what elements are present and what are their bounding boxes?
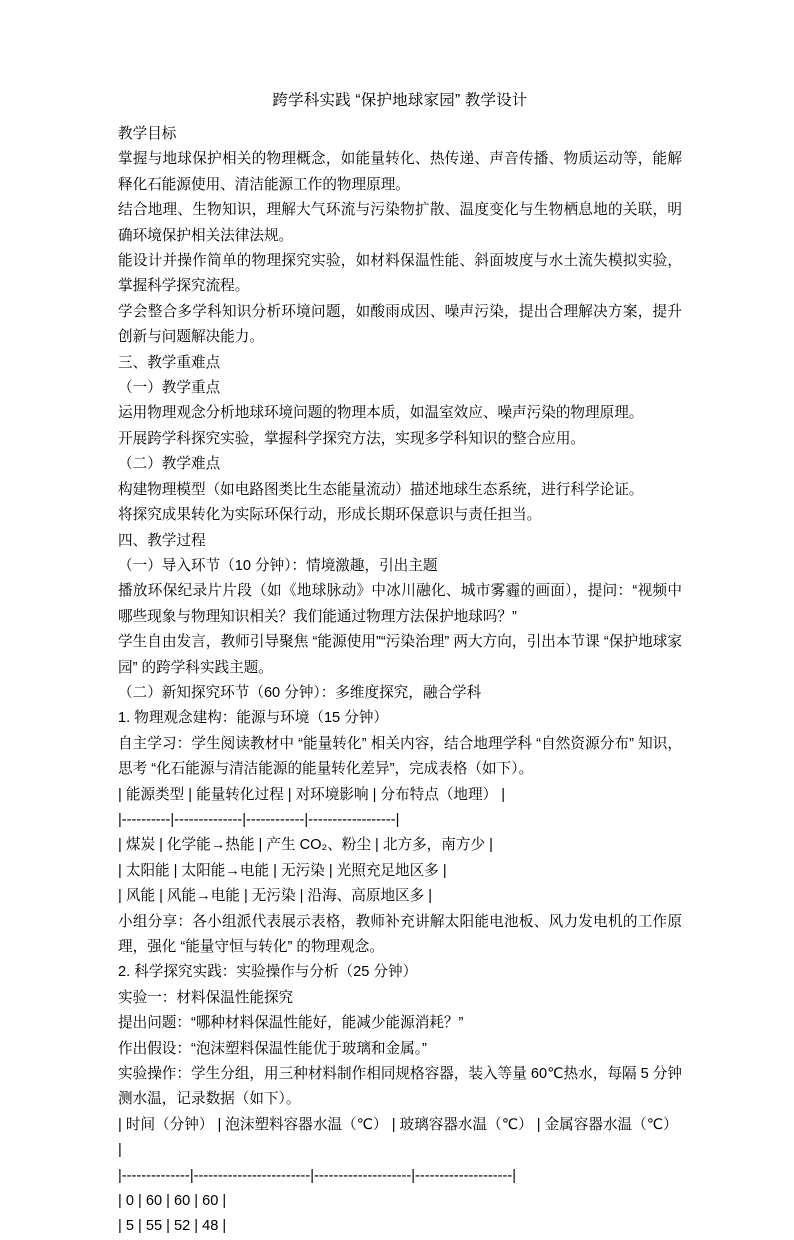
paragraph: 构建物理模型（如电路图类比生态能量流动）描述地球生态系统，进行科学论证。 (118, 481, 644, 498)
table-row: | 能源类型 | 能量转化过程 | 对环境影响 | 分布特点（地理） | (118, 786, 506, 803)
page-title: 跨学科实践 “保护地球家园” 教学设计 (272, 92, 528, 109)
subsection-heading: （一）教学重点 (118, 380, 221, 397)
table-row: | 时间（分钟） | 泡沫塑料容器水温（℃） | 玻璃容器水温（℃） | 金属容器水温（℃） | (118, 1116, 682, 1159)
paragraph: 运用物理观念分析地球环境问题的物理本质，如温室效应、噪声污染的物理原理。 (118, 405, 644, 422)
table-row: | 太阳能 | 太阳能→电能 | 无污染 | 光照充足地区多 | (118, 862, 447, 879)
paragraph: 能设计并操作简单的物理探究实验，如材料保温性能、斜面坡度与水土流失模拟实验，掌握科学探究流程。 (118, 253, 682, 295)
section-heading: 四、教学过程 (118, 532, 206, 549)
paragraph: 实验一：材料保温性能探究 (118, 989, 294, 1006)
section-heading: 三、教学重难点 (118, 354, 221, 371)
table-row: |--------------|------------------------|--------------------|--------------------| (118, 1167, 517, 1184)
table-row: |----------|--------------|------------|------------------| (118, 811, 400, 828)
table-row: | 煤炭 | 化学能→热能 | 产生 CO₂、粉尘 | 北方多，南方少 | (118, 837, 493, 854)
subsection-heading: （二）教学难点 (118, 456, 221, 473)
subsection-heading: 2. 科学探究实践：实验操作与分析（25 分钟） (118, 964, 418, 981)
subsection-heading: （一）导入环节（10 分钟）：情境激趣，引出主题 (118, 557, 438, 574)
paragraph: 小组分享：各小组派代表展示表格，教师补充讲解太阳能电池板、风力发电机的工作原理，强化 “能量守恒与转化” 的物理观念。 (118, 913, 682, 955)
paragraph: 实验操作：学生分组，用三种材料制作相同规格容器，装入等量 60℃热水，每隔 5 分钟测水温，记录数据（如下）。 (118, 1066, 682, 1108)
table-row: | 0 | 60 | 60 | 60 | (118, 1193, 227, 1210)
paragraph: 提出问题：“哪种材料保温性能好，能减少能源消耗？” (118, 1015, 464, 1032)
subsection-heading: （二）新知探究环节（60 分钟）：多维度探究，融合学科 (118, 684, 482, 701)
paragraph: 播放环保纪录片片段（如《地球脉动》中冰川融化、城市雾霾的画面），提问：“视频中哪些现象与物理知识相关？我们能通过物理方法保护地球吗？” (118, 583, 682, 625)
paragraph: 开展跨学科探究实验，掌握科学探究方法，实现多学科知识的整合应用。 (118, 430, 586, 447)
paragraph: 学生自由发言，教师引导聚焦 “能源使用”“污染治理” 两大方向，引出本节课 “保护地球家园” 的跨学科实践主题。 (118, 634, 682, 676)
paragraph: 掌握与地球保护相关的物理概念，如能量转化、热传递、声音传播、物质运动等，能解释化石能源使用、清洁能源工作的物理原理。 (118, 151, 682, 193)
paragraph: 学会整合多学科知识分析环境问题，如酸雨成因、噪声污染，提出合理解决方案，提升创新与问题解决能力。 (118, 303, 682, 346)
paragraph: 将探究成果转化为实际环保行动，形成长期环保意识与责任担当。 (118, 507, 542, 524)
paragraph: 教学目标 (118, 126, 177, 142)
paragraph: 自主学习：学生阅读教材中 “能量转化” 相关内容，结合地理学科 “自然资源分布” 知识，思考 “化石能源与清洁能源的能量转化差异”，完成表格（如下）。 (118, 735, 682, 778)
paragraph: 结合地理、生物知识，理解大气环流与污染物扩散、温度变化与生物栖息地的关联，明确环境保护相关法律法规。 (118, 202, 682, 244)
table-row: | 5 | 55 | 52 | 48 | (118, 1218, 227, 1235)
subsection-heading: 1. 物理观念建构：能源与环境（15 分钟） (118, 710, 389, 727)
table-row: | 风能 | 风能→电能 | 无污染 | 沿海、高原地区多 | (118, 888, 433, 905)
paragraph: 作出假设：“泡沫塑料保温性能优于玻璃和金属。” (118, 1040, 427, 1057)
